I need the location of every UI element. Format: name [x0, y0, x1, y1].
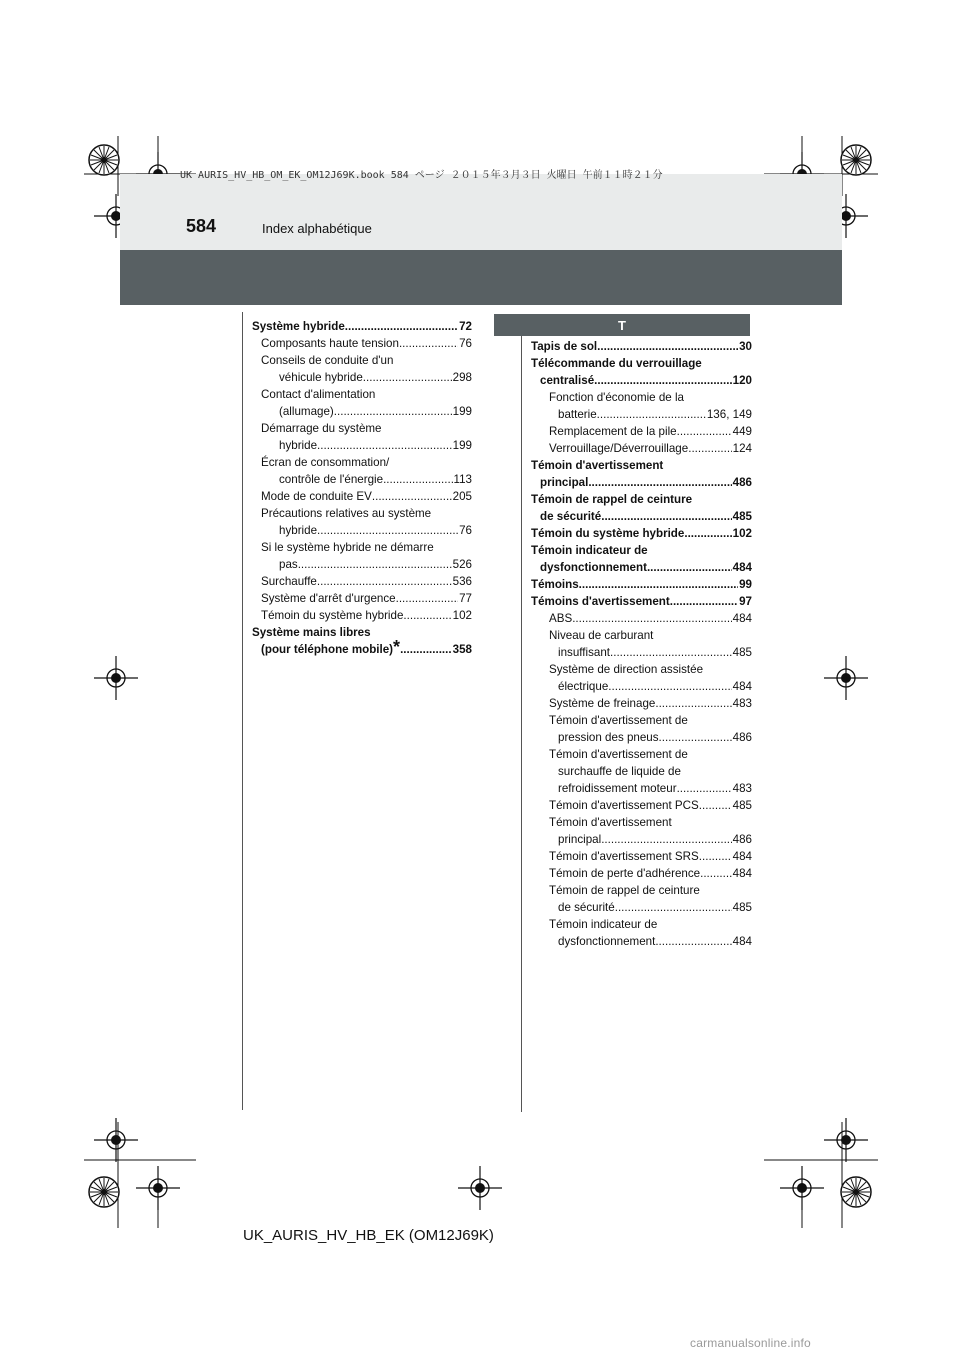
index-subentry[interactable]: Système d'arrêt d'urgence ..... 77 [252, 590, 472, 607]
index-subentry-cont: dysfonctionnement ..... 484 [531, 933, 752, 950]
index-subentry[interactable]: Précautions relatives au système [261, 507, 432, 520]
index-subentry-cont: insuffisant ..... 485 [531, 644, 752, 661]
index-subentry[interactable]: Composants haute tension ..... 76 [252, 335, 472, 352]
index-entry-cont: de sécurité ..... 485 [531, 508, 752, 525]
index-subentry[interactable]: Surchauffe ..... 536 [252, 573, 472, 590]
column-rule-left [242, 312, 243, 1110]
index-entry[interactable]: Témoin d'avertissement [531, 459, 664, 472]
column-rule-middle [521, 336, 522, 1112]
index-subentry[interactable]: Témoin du système hybride ..... 102 [252, 607, 472, 624]
index-entry[interactable]: Télécommande du verrouillage [531, 357, 702, 370]
index-subentry-cont: contrôle de l'énergie ..... 113 [252, 471, 472, 488]
index-column-left [252, 318, 472, 658]
page-number: 584 [186, 216, 217, 236]
index-entry[interactable]: Témoin indicateur de [531, 544, 648, 557]
index-subentry[interactable]: Témoin d'avertissement PCS ..... 485 [531, 797, 752, 814]
footnote-marker: * [393, 637, 401, 657]
index-entry[interactable]: Système hybride ..... 72 [252, 318, 472, 335]
index-column-right [531, 338, 752, 950]
index-subentry[interactable]: Conseils de conduite d'un [261, 354, 394, 367]
index-subentry[interactable]: Témoin indicateur de [549, 918, 658, 931]
index-entry-cont: (pour téléphone mobile)* ..... 358 [252, 641, 472, 658]
index-entry[interactable]: Témoin de rappel de ceinture [531, 493, 693, 506]
manual-code: UK_AURIS_HV_HB_EK (OM12J69K) [243, 1227, 494, 1244]
index-entry[interactable]: Témoin du système hybride ..... 102 [531, 525, 752, 542]
index-subentry-cont: refroidissement moteur ..... 483 [531, 780, 752, 797]
index-subentry-cont: véhicule hybride ..... 298 [252, 369, 472, 386]
index-subentry-cont: pression des pneus ..... 486 [531, 729, 752, 746]
watermark: carmanualsonline.info [690, 1336, 811, 1350]
header-dark-band [120, 250, 842, 305]
index-entry[interactable]: Système mains libres [252, 626, 371, 639]
index-subentry[interactable]: Fonction d'économie de la [549, 391, 684, 404]
index-subentry[interactable]: Témoin d'avertissement de [549, 714, 688, 727]
index-subentry-cont: hybride ..... 199 [252, 437, 472, 454]
index-subentry[interactable]: Écran de consommation/ [261, 456, 390, 469]
index-subentry[interactable]: Mode de conduite EV ..... 205 [252, 488, 472, 505]
index-subentry-cont: batterie ..... 136, 149 [531, 406, 752, 423]
index-entry-cont: principal ..... 486 [531, 474, 752, 491]
index-subentry-cont: électrique ..... 484 [531, 678, 752, 695]
index-subentry[interactable]: Verrouillage/Déverrouillage ..... 124 [531, 440, 752, 457]
index-subentry-cont: hybride ..... 76 [252, 522, 472, 539]
index-subentry[interactable]: Niveau de carburant [549, 629, 654, 642]
index-subentry[interactable]: Démarrage du système [261, 422, 382, 435]
letter-band: T [494, 314, 750, 336]
index-subentry[interactable]: Témoin de perte d'adhérence ..... 484 [531, 865, 752, 882]
index-entry[interactable]: Tapis de sol ..... 30 [531, 338, 752, 355]
index-entry[interactable]: Témoins d'avertissement ..... 97 [531, 593, 752, 610]
index-entry[interactable]: Témoins ..... 99 [531, 576, 752, 593]
index-subentry[interactable]: Remplacement de la pile ..... 449 [531, 423, 752, 440]
index-subentry-cont: principal ..... 486 [531, 831, 752, 848]
index-subentry[interactable]: Témoin d'avertissement de [549, 748, 688, 761]
section-title: Index alphabétique [262, 221, 372, 236]
index-subentry[interactable]: Témoin de rappel de ceinture [549, 884, 700, 897]
index-subentry-cont: pas ..... 526 [252, 556, 472, 573]
header-band [120, 174, 842, 250]
index-entry-cont: centralisé ..... 120 [531, 372, 752, 389]
index-subentry[interactable]: Contact d'alimentation [261, 388, 376, 401]
index-subentry-cont: (allumage) ..... 199 [252, 403, 472, 420]
index-subentry-cont: surchauffe de liquide de [558, 765, 681, 778]
index-subentry-cont: de sécurité ..... 485 [531, 899, 752, 916]
index-subentry[interactable]: Système de direction assistée [549, 663, 704, 676]
index-subentry[interactable]: Système de freinage ..... 483 [531, 695, 752, 712]
index-subentry[interactable]: Témoin d'avertissement [549, 816, 672, 829]
index-subentry[interactable]: Si le système hybride ne démarre [261, 541, 434, 554]
page-ref: 72 [459, 320, 472, 333]
index-entry-cont: dysfonctionnement ..... 484 [531, 559, 752, 576]
book-slug: UK AURIS_HV_HB_OM_EK_OM12J69K.book 584 ページ ２０１５年３月３日 火曜日 午前１１時２１分 [180, 170, 663, 181]
index-subentry[interactable]: Témoin d'avertissement SRS ..... 484 [531, 848, 752, 865]
index-subentry[interactable]: ABS ..... 484 [531, 610, 752, 627]
